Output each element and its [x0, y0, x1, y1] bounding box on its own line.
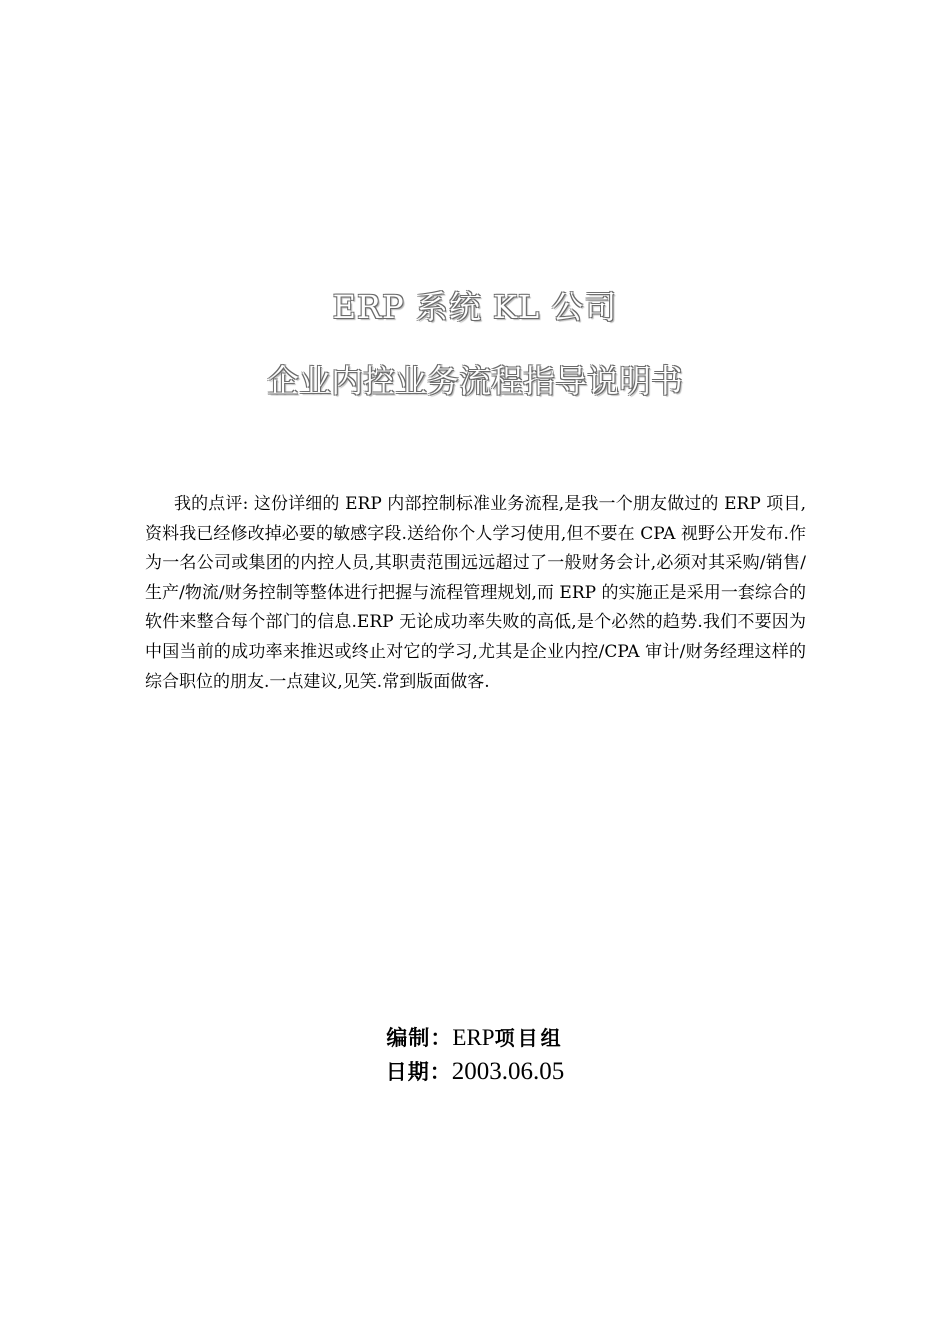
compiler-value-latin: ERP	[452, 1025, 495, 1050]
document-title-line-1: ERP 系统 KL 公司	[332, 288, 618, 326]
compiler-line	[0, 1022, 950, 1052]
comment-paragraph: 我的点评: 这份详细的 ERP 内部控制标准业务流程,是我一个朋友做过的 ERP 项目,资料我已经修改掉必要的敏感字段.送给你个人学习使用,但不要在 CPA 视野公开发布.作为一名公司或集团的内控人员,其职责范围远远超过了一般财务会计,必须对其采购/销售/生产/物流/财务控制等整体进行把握与流程管理规划,而 ERP 的实施正是采用一套综合的软件来整合每个部门的信息.ERP 无论成功率失败的高低,是个必然的趋势.我们不要因为中国当前的成功率来推迟或终止对它的学习,尤其是企业内控/CPA 审计/财务经理这样的综合职位的朋友.一点建议,见笑.常到版面做客.	[145, 494, 806, 692]
compiler-value-cn: 项目组	[494, 1026, 564, 1050]
date-line	[0, 1056, 950, 1086]
date-value: 2003.06.05	[451, 1058, 565, 1085]
document-title-line-2: 企业内控业务流程指导说明书	[266, 362, 683, 400]
compiler-label: 编制：	[386, 1026, 453, 1050]
date-label: 日期：	[385, 1060, 452, 1084]
